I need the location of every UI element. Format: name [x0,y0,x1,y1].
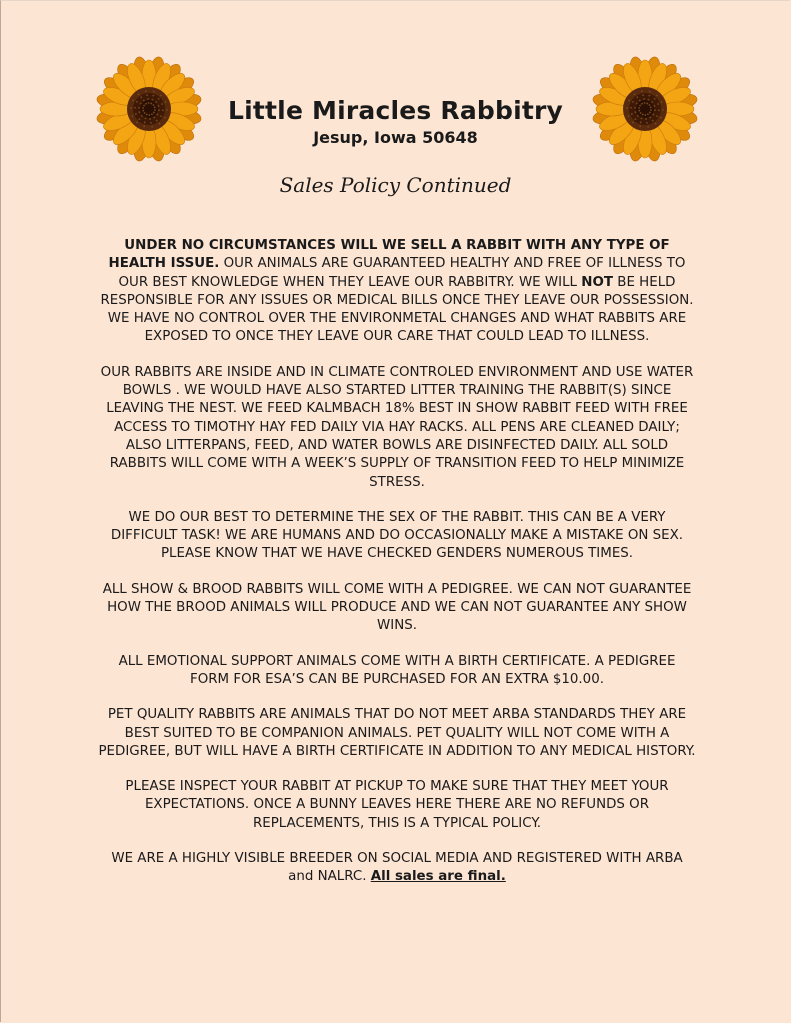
health-guarantee-text: OUR ANIMALS ARE GUARANTEED HEALTHY AND FREE OF ILLNESS TO OUR BEST KNOWLEDGE WHEN THEY LEAVE OUR RABBITRY. WE WILL [118,256,686,290]
not-emphasis: NOT [581,274,614,290]
policy-paragraph-environment: OUR RABBITS ARE INSIDE AND IN CLIMATE CONTROLED ENVIRONMENT AND USE WATER BOWLS . WE WOULD HAVE ALSO STARTED LITTER TRAINING THE RABBIT(S) SINCE LEAVING THE NEST. WE FEED KALMBACH 18% BEST IN SHOW RABBIT FEED WITH FREE ACCESS TO TIMOTHY HAY FED DAILY VIA HAY RACKS. ALL PENS ARE CLEANED DAILY; ALSO LITTERPANS, FEED, AND WATER BOWLS ARE DISINFECTED DAILY. ALL SOLD RABBITS WILL COME WITH A WEEK’S SUPPLY OF TRANSITION FEED TO HELP MINIMIZE STRESS. [100,364,694,490]
all-sales-final: All sales are final. [370,869,506,885]
registration-text: WE ARE A HIGHLY VISIBLE BREEDER ON SOCIAL MEDIA AND REGISTERED WITH ARBA and NALRC. [111,851,683,885]
policy-paragraph-pet-quality: PET QUALITY RABBITS ARE ANIMALS THAT DO NOT MEET ARBA STANDARDS THEY ARE BEST SUITED TO BE COMPANION ANIMALS. PET QUALITY WILL NOT COME WITH A PEDIGREE, BUT WILL HAVE A BIRTH CERTIFICATE IN ADDITION TO ANY MEDICAL HISTORY. [98,707,696,759]
policy-paragraph-sex: WE DO OUR BEST TO DETERMINE THE SEX OF THE RABBIT. THIS CAN BE A VERY DIFFICULT TASK! WE ARE HUMANS AND DO OCCASIONALLY MAKE A MISTAKE ON SEX. PLEASE KNOW THAT WE HAVE CHECKED GENDERS NUMEROUS TIMES. [110,509,684,562]
section-heading: Sales Policy Continued [279,173,512,197]
policy-paragraph-health [97,237,697,347]
page-title: Little Miracles Rabbitry [227,96,564,125]
policy-paragraph-pedigree: ALL SHOW & BROOD RABBITS WILL COME WITH A PEDIGREE. WE CAN NOT GUARANTEE HOW THE BROOD ANIMALS WILL PRODUCE AND WE CAN NOT GUARANTEE ANY SHOW WINS. [102,581,692,634]
location-subtitle: Jesup, Iowa 50648 [313,128,478,147]
policy-body [97,237,697,904]
policy-paragraph-esa: ALL EMOTIONAL SUPPORT ANIMALS COME WITH A BIRTH CERTIFICATE. A PEDIGREE FORM FOR ESA’S CAN BE PURCHASED FOR AN EXTRA $10.00. [118,653,676,687]
policy-paragraph-inspection: PLEASE INSPECT YOUR RABBIT AT PICKUP TO MAKE SURE THAT THEY MEET YOUR EXPECTATIONS. ONCE A BUNNY LEAVES HERE THERE ARE NO REFUNDS OR REPLACEMENTS, THIS IS A TYPICAL POLICY. [125,779,669,831]
responsibility-text: BE HELD RESPONSIBLE FOR ANY ISSUES OR MEDICAL BILLS ONCE THEY LEAVE OUR POSSESSION. WE HAVE NO CONTROL OVER THE ENVIRONMETAL CHANGES AND WHAT RABBITS ARE EXPOSED TO ONCE THEY LEAVE OUR CARE THAT COULD LEAD TO ILLNESS. [100,274,694,345]
policy-paragraph-registration [97,850,697,887]
health-issue-statement: UNDER NO CIRCUMSTANCES WILL WE SELL A RABBIT WITH ANY TYPE OF HEALTH ISSUE. [108,238,670,272]
